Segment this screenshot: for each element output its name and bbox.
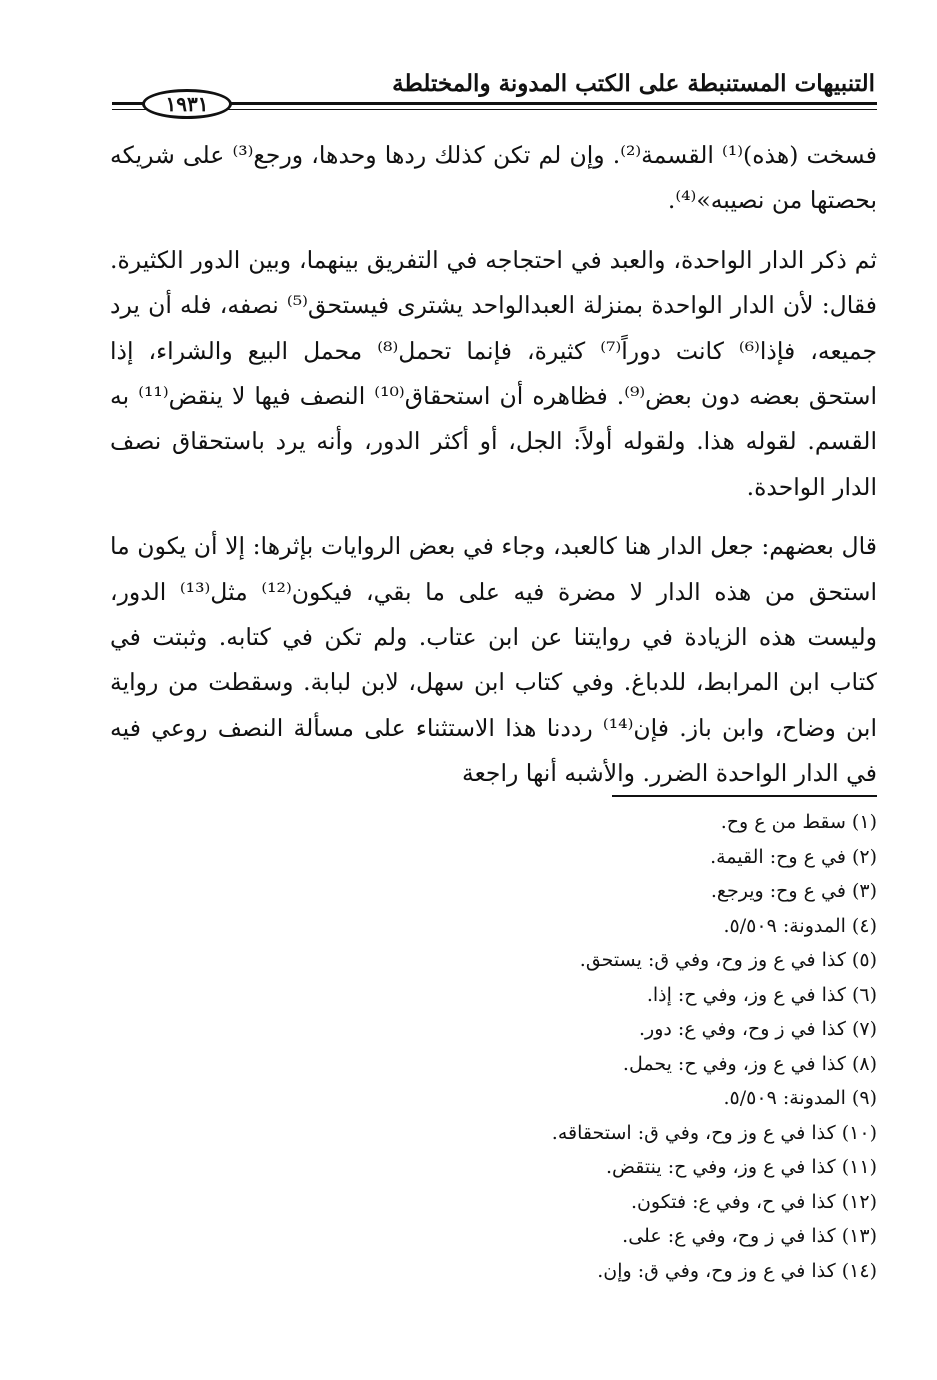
footnote-14: (١٤) كذا في ع وز وح، وفي ق: وإن. (597, 1259, 877, 1282)
main-text (110, 133, 877, 797)
footnote-5: (٥) كذا في ع وز وح، وفي ق: يستحق. (579, 949, 877, 971)
footnote-1: (١) سقط من ع وح. (720, 811, 877, 833)
footnote-9: (٩) المدونة: ٥/٥٠٩. (723, 1087, 877, 1109)
footnotes-list (357, 805, 877, 1288)
footnote-3: (٣) في ع وح: ويرجع. (710, 880, 877, 902)
page-number-badge (142, 89, 232, 119)
footnote-8: (٨) كذا في ع وز، وفي ح: يحمل. (622, 1052, 877, 1075)
footnote-6: (٦) كذا في ع وز، وفي ح: إذا. (646, 983, 877, 1006)
paragraph-2: ثم ذكر الدار الواحدة، والعبد في احتجاجه في التفريق بينهما، وبين الدور الكثيرة. فقال: لأن الدار الواحدة بمنزلة العبدالواحد يشترى فيستحق⁽⁵⁾ نصفه، فله أن يرد جميعه، فإذا⁽⁶⁾ كانت دوراً⁽⁷⁾ كثيرة، فإنما تحمل⁽⁸⁾ محمل البيع والشراء، إذا استحق بعضه دون بعض⁽⁹⁾. فظاهره أن استحقاق⁽¹⁰⁾ النصف فيها لا ينقض⁽¹¹⁾ به القسم. لقوله هذا. ولقوله أولاً: الجل، أو أكثر الدور، وأنه يرد باستحقاق نصف الدار الواحدة. (110, 245, 878, 501)
footnote-2: (٢) في ع وح: القيمة. (710, 845, 877, 868)
footnote-7: (٧) كذا في ز وح، وفي ع: دور. (639, 1018, 877, 1040)
footnote-4: (٤) المدونة: ٥/٥٠٩. (723, 914, 877, 937)
footnote-11: (١١) كذا في ع وز، وفي ح: ينتقض. (605, 1156, 877, 1178)
running-header-title: التنبيهات المستنبطة على الكتب المدونة والمختلطة (392, 70, 875, 97)
footnote-12: (١٢) كذا في ح، وفي ع: فتكون. (630, 1190, 877, 1213)
paragraph-1: فسخت (هذه)⁽¹⁾ القسمة⁽²⁾. وإن لم تكن كذلك ردها وحدها، ورجع⁽³⁾ على شريكه بحصتها من نصيبه»⁽⁴⁾. (110, 141, 877, 215)
footnote-10: (١٠) كذا في ع وز وح، وفي ق: استحقاقه. (551, 1121, 877, 1144)
footnote-13: (١٣) كذا في ز وح، وفي ع: على. (622, 1225, 877, 1247)
page-number: ١٩٣١ (165, 92, 209, 116)
paragraph-3: قال بعضهم: جعل الدار هنا كالعبد، وجاء في بعض الروايات بإثرها: إلا أن يكون ما استحق من هذه الدار لا مضرة فيه على ما بقي، فيكون⁽¹²⁾ مثل⁽¹³⁾ الدور، وليست هذه الزيادة في روايتنا عن ابن عتاب. ولم تكن في كتابه. وثبتت في كتاب ابن المرابط، للدباغ. وفي كتاب ابن سهل، لابن لبابة. وسقطت من رواية ابن وضاح، وابن باز. فإن⁽¹⁴⁾ رددنا هذا الاستثناء على مسألة النصف روعي فيه في الدار الواحدة الضرر. والأشبه أنها راجعة (110, 532, 877, 788)
footnote-separator (612, 795, 877, 797)
